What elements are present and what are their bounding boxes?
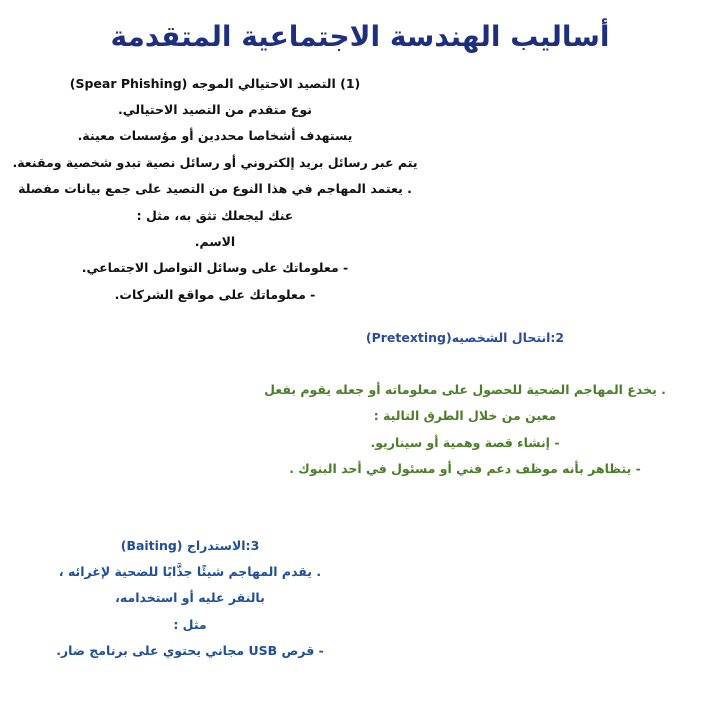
text-line: يستهدف أشخاصا محددين أو مؤسسات معينة. [77,128,353,144]
text-line: - يتظاهر بأنه موظف دعم فني أو مسئول في أحد البنوك . [289,461,641,477]
text-line: - معلوماتك على مواقع الشركات. [114,286,316,302]
text-line: الاسم. [194,233,236,249]
text-line: . يعتمد المهاجم في هذا النوع من التصيد على جمع بيانات مفصلة [18,181,412,197]
text-line: مثل : [173,616,207,632]
text-line: نوع متقدم من التصيد الاحتيالي. [118,102,312,117]
text-line: يتم عبر رسائل بريد إلكتروني أو رسائل نصية تبدو شخصية ومقنعة. [12,154,418,170]
text-line: . يقدم المهاجم شيئًا جذَّابًا للضحية لإغرائه ، [58,564,322,579]
section-heading: 3:الاستدراج (Baiting) [120,538,260,553]
section-heading: 2:انتحال الشخصيه(Pretexting) [365,330,565,345]
text-line: - معلوماتك على وسائل التواصل الاجتماعي. [81,260,349,276]
pretexting-section [200,325,720,483]
spear-phishing-section [0,71,430,308]
text-line: . يخدع المهاجم الضحية للحصول على معلوماته أو جعله يقوم بفعل [264,382,666,397]
spacer [200,351,720,377]
text-line: - قرص USB مجاني يحتوي على برنامج ضار. [56,643,324,659]
section-heading: (1) التصيد الاحتيالي الموجه (Spear Phishing) [69,76,361,91]
text-line: معين من خلال الطرق التالية : [373,408,557,424]
text-line: بالنقر عليه أو استخدامه، [115,590,265,606]
text-line: - إنشاء قصة وهمية أو سيناريو. [370,434,560,450]
baiting-section [0,533,380,665]
text-line: عنك ليجعلك تثق به، مثل : [136,207,294,223]
page-title: أساليب الهندسة الاجتماعية المتقدمة [110,20,610,53]
